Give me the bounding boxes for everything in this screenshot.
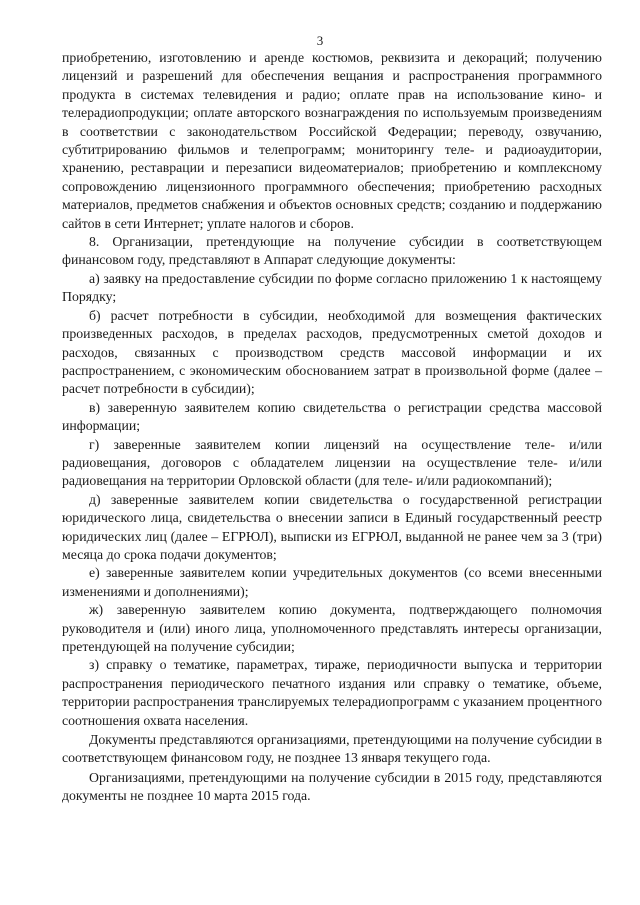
list-item-e: е) заверенные заявителем копии учредительных документов (со всеми внесенными изменениями и дополнениями);: [62, 565, 602, 599]
list-item-g: г) заверенные заявителем копии лицензий на осуществление теле- и/или радиовещания, договоров с обладателем лицензии на осуществление теле- и/или радиовещания на территории Орловской области (для теле- и/или радиокомпаний);: [62, 436, 602, 489]
paragraph-deadline: Документы представляются организациями, претендующими на получение субсидии в соответствующем финансовом году, не позднее 13 января текущего года.: [62, 732, 602, 766]
list-item-d: д) заверенные заявителем копии свидетельства о государственной регистрации юридического лица, свидетельства о внесении записи в Единый государственный реестр юридических лиц (далее – ЕГРЮЛ), выписки из ЕГРЮЛ, выданной не ранее чем за 3 (три) месяца до срока подачи документов;: [62, 491, 602, 562]
list-item-b: б) расчет потребности в субсидии, необходимой для возмещения фактических произведенных расходов, в пределах расходов, предусмотренных сметой доходов и расходов, связанных с производством средств массовой информации и их распространением, с экономическим обоснованием затрат в произвольной форме (далее – расчет потребности в субсидии);: [62, 307, 602, 397]
page-number: 3: [316, 33, 324, 48]
list-item-z: з) справку о тематике, параметрах, тираже, периодичности выпуска и территории распространения периодического печатного издания или справку о тематике, объеме, территории распространения транслируемых телерадиопрограмм с указанием процентного соотношения охвата населения.: [62, 657, 602, 728]
paragraph-deadline-2015: Организациями, претендующими на получение субсидии в 2015 году, представляются документы не позднее 10 марта 2015 года.: [62, 769, 602, 804]
document-body: [62, 49, 602, 806]
paragraph-item-8: 8. Организации, претендующие на получение субсидии в соответствующем финансовом году, представляют в Аппарат следующие документы:: [62, 234, 602, 268]
list-item-a: а) заявку на предоставление субсидии по форме согласно приложению 1 к настоящему Порядку;: [62, 270, 602, 305]
list-item-v: в) заверенную заявителем копию свидетельства о регистрации средства массовой информации;: [62, 399, 602, 434]
paragraph-expenses-continuation: приобретению, изготовлению и аренде костюмов, реквизита и декораций; получению лицензий и разрешений для обеспечения вещания и распространения программного продукта в системах телевидения и радио; оплате прав на использование кино- и телерадиопродукции; оплате авторского вознаграждения по используемым произведениям в соответствии с законодательством Российской Федерации; переводу, озвучанию, субтитрированию фильмов и телепрограмм; мониторингу теле- и радиоаудитории, хранению, реставрации и перезаписи видеоматериалов; приобретению и комплексному сопровождению лицензионного программного обеспечения; приобретению расходных материалов, предметов снабжения и объектов основных средств; созданию и поддержанию сайтов в сети Интернет; уплате налогов и сборов.: [62, 50, 602, 231]
list-item-zh: ж) заверенную заявителем копию документа, подтверждающего полномочия руководителя и (или) иного лица, уполномоченного представлять интересы организации, претендующей на получение субсидии;: [62, 602, 602, 654]
